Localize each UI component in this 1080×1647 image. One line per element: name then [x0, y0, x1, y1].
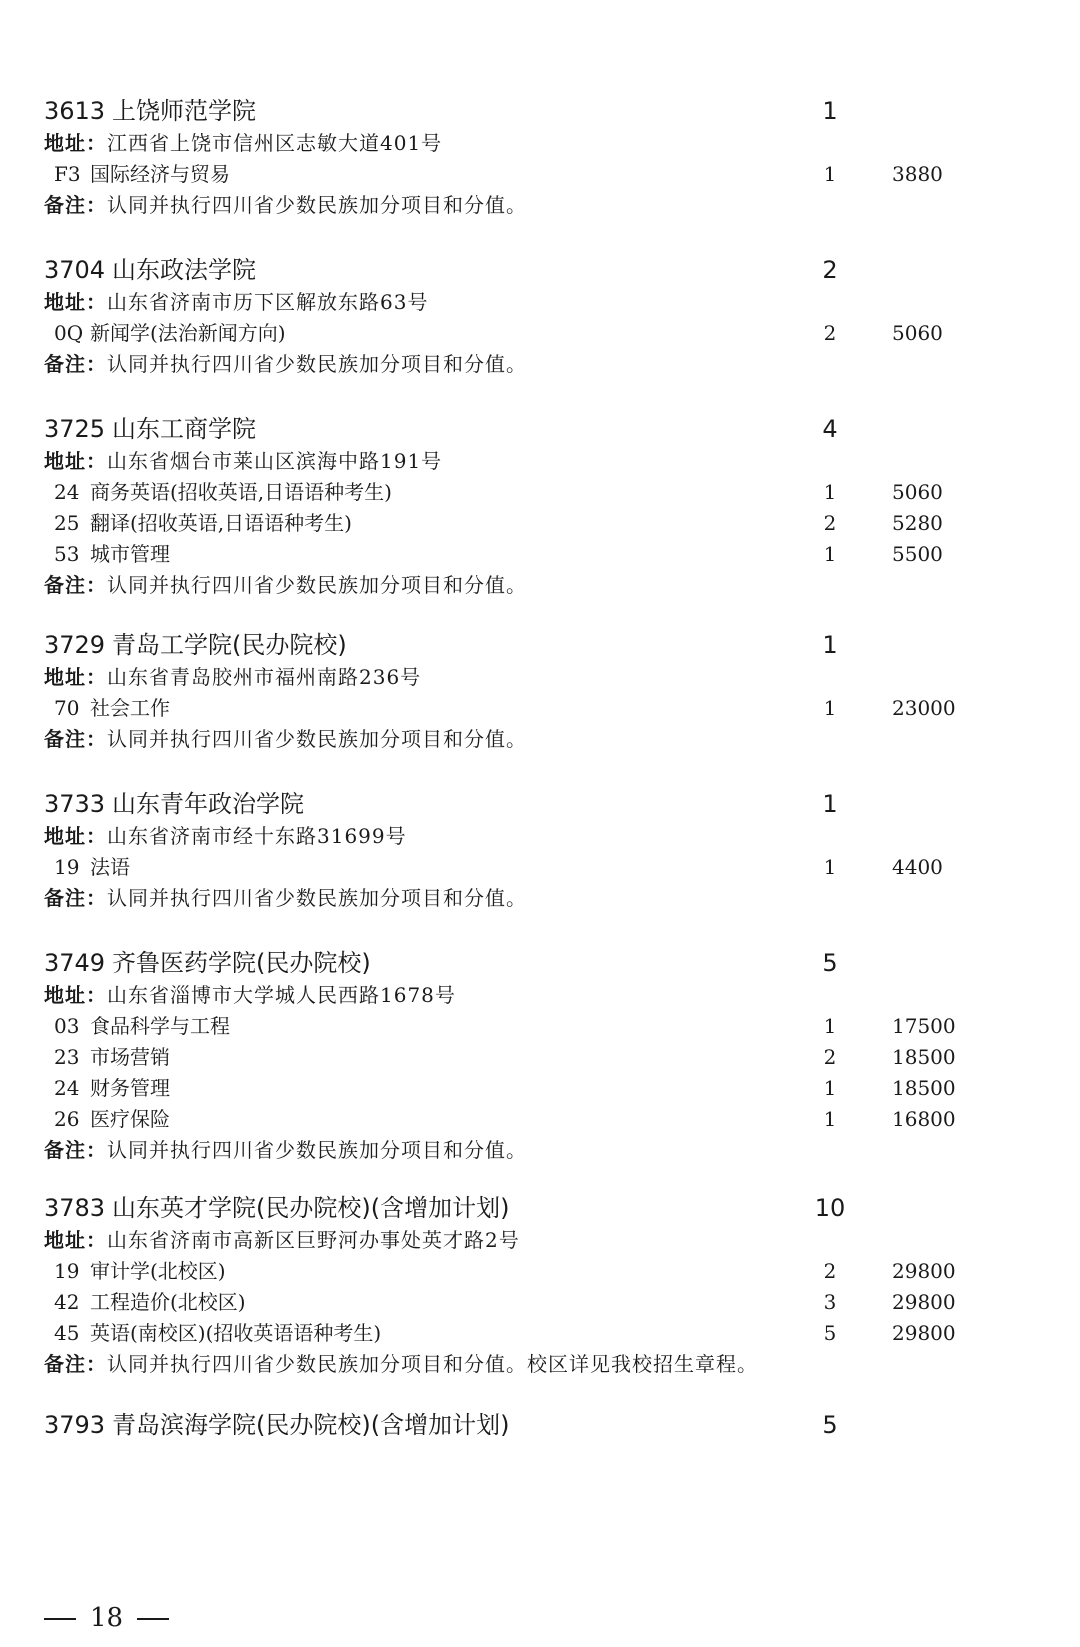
school-name: 山东政法学院: [112, 256, 256, 284]
school-entry: [44, 946, 1004, 1166]
major-count: 1: [823, 696, 837, 720]
note-text: 认同并执行四川省少数民族加分项目和分值。: [107, 193, 527, 217]
school-header: [44, 253, 1004, 287]
school-code: 3613: [44, 97, 106, 125]
note-text: 认同并执行四川省少数民族加分项目和分值。: [107, 727, 527, 751]
school-code: 3793: [44, 1411, 106, 1439]
school-header: [44, 412, 1004, 446]
major-row: [44, 1011, 1004, 1042]
page-footer: [44, 1600, 169, 1636]
note-label: 备注：: [44, 352, 107, 376]
major-code: 03: [54, 1014, 80, 1038]
major-fee: 5280: [892, 511, 943, 535]
school-name: 山东工商学院: [112, 415, 256, 443]
major-name: 医疗保险: [90, 1107, 170, 1131]
major-fee: 5060: [892, 480, 943, 504]
note-label: 备注：: [44, 886, 107, 910]
major-fee: 5060: [892, 321, 943, 345]
major-fee: 29800: [892, 1290, 956, 1314]
major-row: [44, 539, 1004, 570]
major-code: 25: [54, 511, 80, 535]
address-label: 地址：: [44, 665, 107, 689]
school-plan-total: 4: [822, 415, 838, 443]
school-code: 3725: [44, 415, 106, 443]
school-note: [44, 1135, 1004, 1166]
major-name: 工程造价(北校区): [90, 1290, 246, 1314]
major-count: 1: [823, 1107, 837, 1131]
address-label: 地址：: [44, 449, 107, 473]
school-code: 3783: [44, 1194, 106, 1222]
school-plan-total: 5: [822, 1411, 838, 1439]
school-note: [44, 570, 1004, 601]
school-entry: [44, 94, 1004, 221]
page-number: 18: [90, 1603, 124, 1633]
school-header: [44, 1191, 1004, 1225]
school-name: 齐鲁医药学院(民办院校): [112, 949, 371, 977]
school-header: [44, 1408, 1004, 1442]
major-count: 3: [823, 1290, 837, 1314]
major-count: 2: [823, 321, 837, 345]
school-plan-total: 2: [822, 256, 838, 284]
note-label: 备注：: [44, 193, 107, 217]
school-header: [44, 946, 1004, 980]
school-address: [44, 128, 1004, 159]
major-code: 26: [54, 1107, 80, 1131]
major-name: 国际经济与贸易: [90, 162, 230, 186]
major-name: 财务管理: [90, 1076, 170, 1100]
school-entry: [44, 628, 1004, 755]
major-fee: 29800: [892, 1259, 956, 1283]
address-text: 山东省济南市经十东路31699号: [107, 824, 407, 848]
school-header: [44, 94, 1004, 128]
address-label: 地址：: [44, 131, 107, 155]
school-header: [44, 787, 1004, 821]
major-code: 19: [54, 1259, 80, 1283]
major-count: 1: [823, 162, 837, 186]
major-name: 城市管理: [90, 542, 170, 566]
note-text: 认同并执行四川省少数民族加分项目和分值。: [107, 352, 527, 376]
note-label: 备注：: [44, 573, 107, 597]
major-row: [44, 1104, 1004, 1135]
school-code: 3704: [44, 256, 106, 284]
school-note: [44, 883, 1004, 914]
school-address: [44, 980, 1004, 1011]
school-entry: [44, 787, 1004, 914]
major-code: 42: [54, 1290, 80, 1314]
school-entry: [44, 412, 1004, 601]
school-header: [44, 628, 1004, 662]
major-count: 1: [823, 480, 837, 504]
major-code: 53: [54, 542, 80, 566]
major-name: 新闻学(法治新闻方向): [90, 321, 286, 345]
school-name: 上饶师范学院: [112, 97, 256, 125]
note-label: 备注：: [44, 1138, 107, 1162]
major-row: [44, 1287, 1004, 1318]
major-count: 2: [823, 511, 837, 535]
school-entry: [44, 253, 1004, 380]
major-fee: 29800: [892, 1321, 956, 1345]
major-row: [44, 159, 1004, 190]
school-code: 3729: [44, 631, 106, 659]
major-fee: 18500: [892, 1076, 956, 1100]
major-name: 法语: [90, 855, 130, 879]
school-plan-total: 1: [822, 631, 838, 659]
major-code: 45: [54, 1321, 80, 1345]
note-text: 认同并执行四川省少数民族加分项目和分值。: [107, 573, 527, 597]
school-plan-total: 5: [822, 949, 838, 977]
major-name: 商务英语(招收英语,日语语种考生): [90, 480, 392, 504]
school-address: [44, 446, 1004, 477]
major-name: 市场营销: [90, 1045, 170, 1069]
major-count: 1: [823, 1014, 837, 1038]
major-row: [44, 508, 1004, 539]
major-fee: 16800: [892, 1107, 956, 1131]
major-code: F3: [54, 162, 81, 186]
note-text: 认同并执行四川省少数民族加分项目和分值。校区详见我校招生章程。: [107, 1352, 758, 1376]
major-fee: 17500: [892, 1014, 956, 1038]
major-code: 24: [54, 1076, 80, 1100]
major-row: [44, 693, 1004, 724]
note-text: 认同并执行四川省少数民族加分项目和分值。: [107, 1138, 527, 1162]
major-count: 1: [823, 542, 837, 566]
address-label: 地址：: [44, 1228, 107, 1252]
major-name: 翻译(招收英语,日语语种考生): [90, 511, 352, 535]
address-text: 江西省上饶市信州区志敏大道401号: [107, 131, 443, 155]
address-label: 地址：: [44, 290, 107, 314]
major-count: 2: [823, 1045, 837, 1069]
major-code: 24: [54, 480, 80, 504]
school-entry: [44, 1408, 1004, 1442]
school-plan-total: 1: [822, 790, 838, 818]
major-code: 23: [54, 1045, 80, 1069]
major-name: 食品科学与工程: [90, 1014, 230, 1038]
school-entry: [44, 1191, 1004, 1380]
school-plan-total: 10: [814, 1194, 846, 1222]
address-label: 地址：: [44, 824, 107, 848]
address-label: 地址：: [44, 983, 107, 1007]
note-text: 认同并执行四川省少数民族加分项目和分值。: [107, 886, 527, 910]
major-row: [44, 1042, 1004, 1073]
major-fee: 4400: [892, 855, 943, 879]
address-text: 山东省淄博市大学城人民西路1678号: [107, 983, 456, 1007]
school-note: [44, 190, 1004, 221]
address-text: 山东省青岛胶州市福州南路236号: [107, 665, 422, 689]
major-row: [44, 477, 1004, 508]
address-text: 山东省济南市高新区巨野河办事处英才路2号: [107, 1228, 520, 1252]
major-count: 1: [823, 855, 837, 879]
school-note: [44, 349, 1004, 380]
school-name: 青岛滨海学院(民办院校)(含增加计划): [112, 1411, 510, 1439]
school-code: 3733: [44, 790, 106, 818]
major-row: [44, 852, 1004, 883]
school-name: 青岛工学院(民办院校): [112, 631, 347, 659]
major-row: [44, 318, 1004, 349]
note-label: 备注：: [44, 727, 107, 751]
school-note: [44, 1349, 1004, 1380]
major-name: 英语(南校区)(招收英语语种考生): [90, 1321, 382, 1345]
note-label: 备注：: [44, 1352, 107, 1376]
major-count: 5: [823, 1321, 837, 1345]
major-code: 19: [54, 855, 80, 879]
major-code: 0Q: [54, 321, 84, 345]
major-code: 70: [54, 696, 80, 720]
major-name: 审计学(北校区): [90, 1259, 226, 1283]
school-plan-total: 1: [822, 97, 838, 125]
address-text: 山东省济南市历下区解放东路63号: [107, 290, 429, 314]
major-count: 1: [823, 1076, 837, 1100]
school-address: [44, 1225, 1004, 1256]
school-name: 山东青年政治学院: [112, 790, 304, 818]
address-text: 山东省烟台市莱山区滨海中路191号: [107, 449, 443, 473]
major-fee: 5500: [892, 542, 943, 566]
major-name: 社会工作: [90, 696, 170, 720]
school-address: [44, 662, 1004, 693]
school-address: [44, 821, 1004, 852]
school-code: 3749: [44, 949, 106, 977]
major-row: [44, 1073, 1004, 1104]
school-note: [44, 724, 1004, 755]
school-name: 山东英才学院(民办院校)(含增加计划): [112, 1194, 510, 1222]
footer-dash-left: [44, 1618, 76, 1620]
major-row: [44, 1256, 1004, 1287]
major-fee: 23000: [892, 696, 956, 720]
major-fee: 18500: [892, 1045, 956, 1069]
school-address: [44, 287, 1004, 318]
footer-dash-right: [137, 1618, 169, 1620]
major-fee: 3880: [892, 162, 943, 186]
major-row: [44, 1318, 1004, 1349]
major-count: 2: [823, 1259, 837, 1283]
